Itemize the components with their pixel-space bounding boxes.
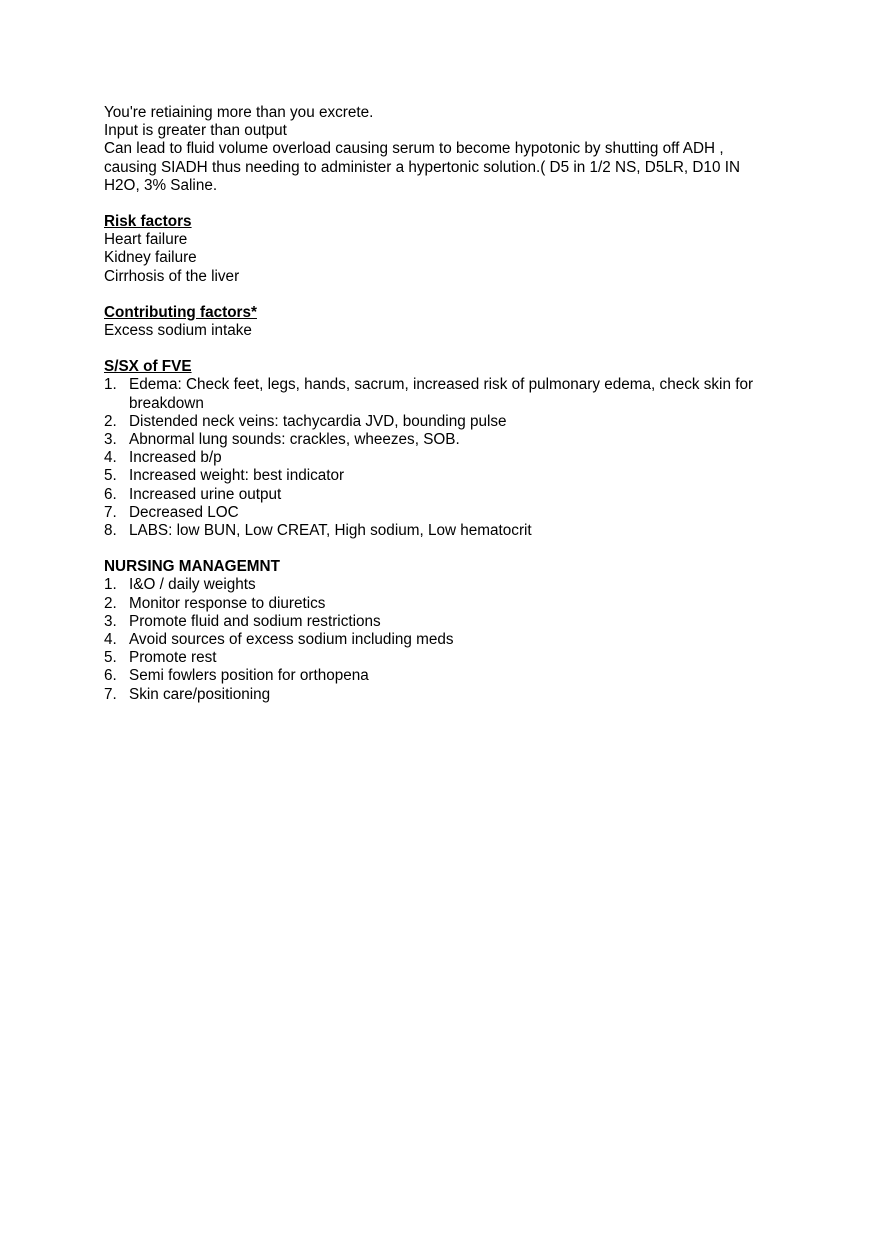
risk-factor-item: Heart failure: [104, 231, 188, 249]
list-text: Increased urine output: [129, 485, 282, 503]
list-text: Increased b/p: [129, 449, 222, 467]
ssx-section: [104, 358, 794, 540]
ssx-heading: S/SX of FVE: [104, 358, 192, 376]
list-item: [104, 686, 794, 704]
risk-factor-item: Cirrhosis of the liver: [104, 267, 240, 285]
list-text: Decreased LOC: [129, 503, 239, 521]
list-text: breakdown: [129, 394, 204, 412]
list-text: Promote fluid and sodium restrictions: [129, 612, 381, 630]
spacer: [104, 286, 794, 304]
list-text: Avoid sources of excess sodium including meds: [129, 631, 454, 649]
contributing-factors-heading: Contributing factors*: [104, 303, 257, 321]
spacer: [104, 340, 794, 358]
list-item: [104, 449, 794, 467]
spacer: [104, 195, 794, 213]
intro-line: Can lead to fluid volume overload causing serum to become hypotonic by shutting off ADH ,: [104, 140, 724, 158]
list-number: 7.: [104, 685, 117, 703]
intro-line: Input is greater than output: [104, 122, 287, 140]
list-item: [104, 631, 794, 649]
list-number: 3.: [104, 431, 117, 449]
list-item: [104, 486, 794, 504]
intro-line: You're retiaining more than you excrete.: [104, 104, 374, 121]
list-number: 1.: [104, 376, 117, 394]
list-number: 4.: [104, 449, 117, 467]
nursing-management-section: [104, 558, 794, 704]
list-item: [104, 613, 794, 631]
list-item: [104, 522, 794, 540]
nursing-list: [104, 576, 794, 703]
contributing-factor-item: Excess sodium intake: [104, 322, 252, 340]
list-text: Semi fowlers position for orthopena: [129, 667, 369, 685]
list-text: Distended neck veins: tachycardia JVD, bounding pulse: [129, 412, 507, 430]
list-item: [104, 376, 794, 412]
spacer: [104, 540, 794, 558]
list-item: [104, 467, 794, 485]
list-number: 5.: [104, 467, 117, 485]
list-text: Promote rest: [129, 649, 217, 667]
list-number: 6.: [104, 667, 117, 685]
list-item: [104, 595, 794, 613]
list-text: Edema: Check feet, legs, hands, sacrum, increased risk of pulmonary edema, check skin for: [129, 376, 754, 394]
list-number: 8.: [104, 522, 117, 540]
list-number: 4.: [104, 631, 117, 649]
list-text: Skin care/positioning: [129, 685, 271, 703]
list-number: 1.: [104, 576, 117, 594]
list-number: 2.: [104, 412, 117, 430]
list-item: [104, 504, 794, 522]
list-item: [104, 649, 794, 667]
intro-line: H2O, 3% Saline.: [104, 176, 218, 194]
document-content: [104, 104, 794, 704]
list-text: Monitor response to diuretics: [129, 594, 326, 612]
risk-factor-item: Kidney failure: [104, 249, 197, 267]
list-number: 3.: [104, 612, 117, 630]
list-number: 5.: [104, 649, 117, 667]
list-number: 2.: [104, 594, 117, 612]
list-item: [104, 431, 794, 449]
list-text: I&O / daily weights: [129, 576, 256, 594]
risk-factors-heading: Risk factors: [104, 213, 192, 231]
list-text: Increased weight: best indicator: [129, 467, 345, 485]
ssx-list: [104, 376, 794, 540]
contributing-factors-section: [104, 304, 794, 340]
list-item: [104, 576, 794, 594]
list-item: [104, 413, 794, 431]
nursing-management-heading: NURSING MANAGEMNT: [104, 558, 280, 576]
list-text: LABS: low BUN, Low CREAT, High sodium, Low hematocrit: [129, 522, 532, 540]
risk-factors-section: [104, 213, 794, 286]
list-text: Abnormal lung sounds: crackles, wheezes, SOB.: [129, 431, 460, 449]
intro-line: causing SIADH thus needing to administer a hypertonic solution.( D5 in 1/2 NS, D5LR, D10 IN: [104, 158, 740, 176]
list-item: [104, 667, 794, 685]
list-number: 7.: [104, 503, 117, 521]
list-number: 6.: [104, 485, 117, 503]
intro-paragraph: [104, 104, 794, 195]
